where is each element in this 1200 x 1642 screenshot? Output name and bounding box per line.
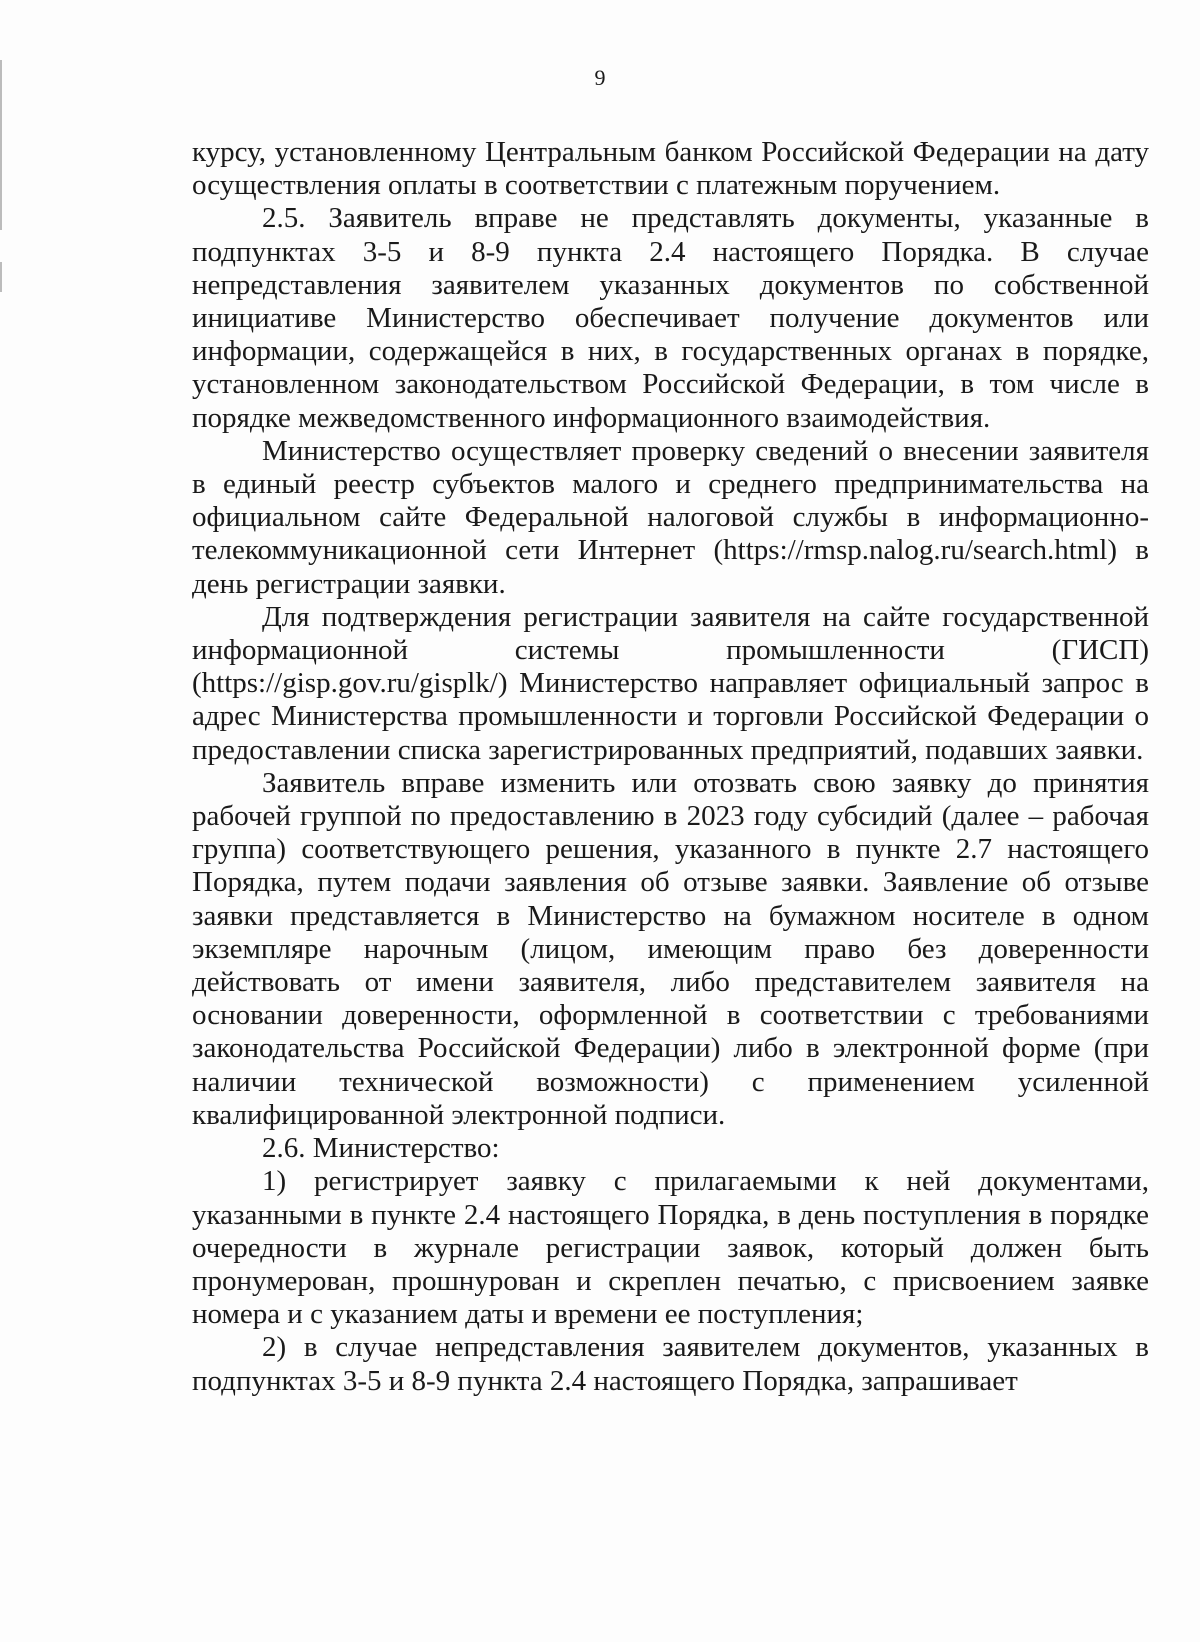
paragraph-registry-check: Министерство осуществляет проверку сведений о внесении заявителя в единый реестр субъектов малого и среднего предпринимательства на официальном сайте Федеральной налоговой службы в информационно-телекоммуникационной сети Интернет (https://rmsp.nalog.ru/search.html) в день регистрации заявки. xyxy=(192,434,1149,600)
list-item-2: 2) в случае непредставления заявителем документов, указанных в подпунктах 3-5 и 8-9 пункта 2.4 настоящего Порядка, запрашивает xyxy=(192,1331,1149,1397)
paragraph-continuation: курсу, установленному Центральным банком Российской Федерации на дату осуществления оплаты в соответствии с платежным поручением. xyxy=(192,136,1149,202)
paragraph-withdrawal: Заявитель вправе изменить или отозвать свою заявку до принятия рабочей группой по предоставлению в 2023 году субсидий (далее – рабочая группа) соответствующего решения, указанного в пункте 2.7 настоящего Порядка, путем подачи заявления об отзыве заявки. Заявление об отзыве заявки представляется в Министерство на бумажном носителе в одном экземпляре нарочным (лицом, имеющим право без доверенности действовать от имени заявителя, либо представителем заявителя на основании доверенности, оформленной в соответствии с требованиями законодательства Российской Федерации) либо в электронной форме (при наличии технической возможности) с применением усиленной квалифицированной электронной подписи. xyxy=(192,766,1149,1131)
list-item-1: 1) регистрирует заявку с прилагаемыми к ней документами, указанными в пункте 2.4 настоящего Порядка, в день поступления в порядке очередности в журнале регистрации заявок, который должен быть пронумерован, прошнурован и скреплен печатью, с присвоением заявке номера и с указанием даты и времени ее поступления; xyxy=(192,1165,1149,1331)
document-body xyxy=(192,136,1149,1398)
page-number: 9 xyxy=(594,65,606,90)
paragraph-2-6-heading: 2.6. Министерство: xyxy=(262,1132,500,1165)
paragraph-2-5: 2.5. Заявитель вправе не представлять документы, указанные в подпунктах 3-5 и 8-9 пункта 2.4 настоящего Порядка. В случае непредставления заявителем указанных документов по собственной инициативе Министерство обеспечивает получение документов или информации, содержащейся в них, в государственных органах в порядке, установленном законодательством Российской Федерации, в том числе в порядке межведомственного информационного взаимодействия. xyxy=(192,202,1149,434)
paragraph-gisp-registration: Для подтверждения регистрации заявителя на сайте государственной информационной системы промышленности (ГИСП) (https://gisp.gov.ru/gisplk/) Министерство направляет официальный запрос в адрес Министерства промышленности и торговли Российской Федерации о предоставлении списка зарегистрированных предприятий, подавших заявки. xyxy=(192,600,1149,766)
scan-edge-artifact xyxy=(0,262,2,292)
